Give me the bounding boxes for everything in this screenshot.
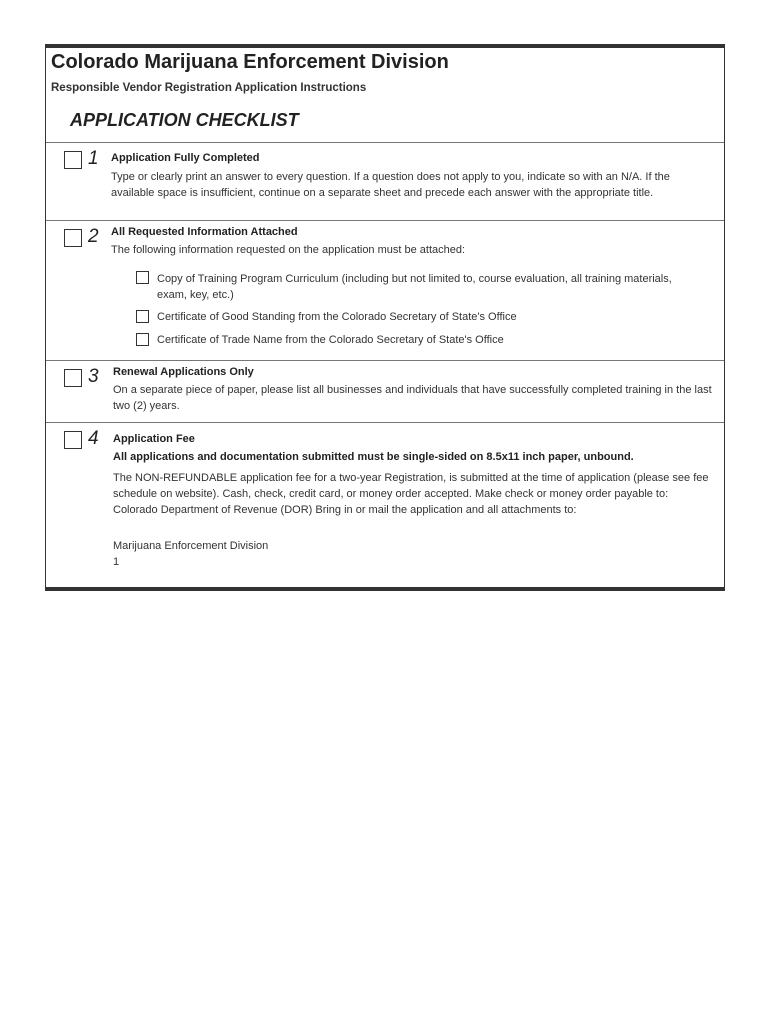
checkbox-item-2[interactable] xyxy=(64,229,82,247)
sub-item-good-standing: Certificate of Good Standing from the Colorado Secretary of State's Office xyxy=(157,311,517,323)
page-title: Colorado Marijuana Enforcement Division xyxy=(51,51,449,73)
mailing-address-line: Marijuana Enforcement Division xyxy=(113,540,269,552)
item-1-text: Type or clearly print an answer to every question. If a question does not apply to you, indicate so with an N/A. If the available space is insufficient, continue on a separate sheet and precede each answer with the appropriate title. xyxy=(111,171,670,199)
item-3-number: 3 xyxy=(88,366,99,387)
checkbox-item-3[interactable] xyxy=(64,369,82,387)
item-2-text: The following information requested on the application must be attached: xyxy=(111,244,466,256)
checklist-title: APPLICATION CHECKLIST xyxy=(70,110,299,130)
item-4-number: 4 xyxy=(88,428,99,449)
item-2-heading: All Requested Information Attached xyxy=(111,226,298,238)
divider xyxy=(46,422,724,423)
item-2-number: 2 xyxy=(88,226,99,247)
item-3-text: On a separate piece of paper, please list all businesses and individuals that have successfully completed training in the last two (2) years. xyxy=(113,384,712,412)
item-1-heading: Application Fully Completed xyxy=(111,152,260,164)
item-4-text: The NON-REFUNDABLE application fee for a two-year Registration, is submitted at the time of application (please see fee schedule on website). Cash, check, credit card, or money order accepted. Make check or money order payable to: Colorado Department of Revenue (DOR) Bring in or mail the application and all attachments to: xyxy=(113,472,709,516)
item-4-bold-note: All applications and documentation submitted must be single-sided on 8.5x11 inch paper, unbound. xyxy=(113,451,634,463)
sub-item-training-curriculum: Copy of Training Program Curriculum (including but not limited to, course evaluation, all training materials, exam, key, etc.) xyxy=(157,273,672,301)
checkbox-trade-name[interactable] xyxy=(136,333,149,346)
divider xyxy=(46,360,724,361)
checkbox-good-standing[interactable] xyxy=(136,310,149,323)
item-3-heading: Renewal Applications Only xyxy=(113,366,254,378)
application-form xyxy=(45,44,725,591)
checkbox-training-curriculum[interactable] xyxy=(136,271,149,284)
divider xyxy=(46,220,724,221)
checkbox-item-4[interactable] xyxy=(64,431,82,449)
sub-item-trade-name: Certificate of Trade Name from the Colorado Secretary of State's Office xyxy=(157,334,504,346)
checkbox-item-1[interactable] xyxy=(64,151,82,169)
page-subtitle: Responsible Vendor Registration Application Instructions xyxy=(51,82,367,94)
divider xyxy=(46,142,724,143)
item-1-number: 1 xyxy=(88,148,99,169)
item-4-heading: Application Fee xyxy=(113,433,195,445)
page-number: 1 xyxy=(113,556,120,568)
